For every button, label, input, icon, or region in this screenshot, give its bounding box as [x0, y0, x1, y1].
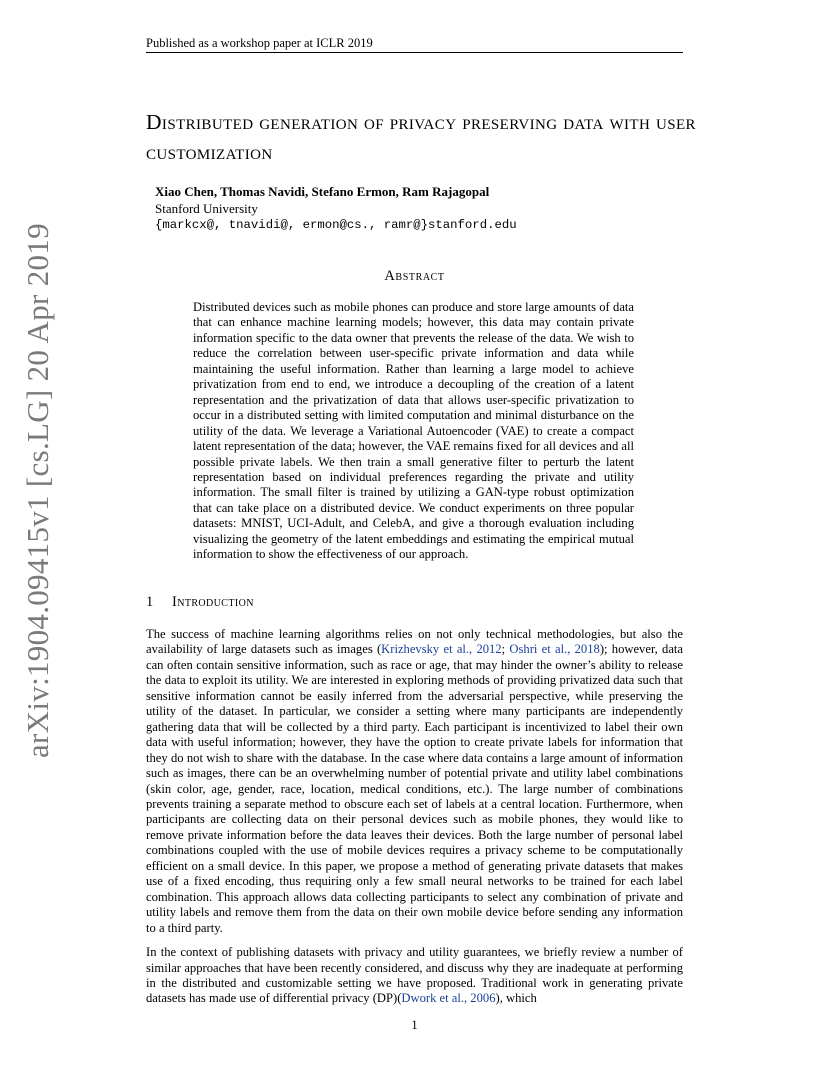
arxiv-identifier: arXiv:1904.09415v1 [cs.LG] 20 Apr 2019: [20, 223, 55, 758]
header-rule: [146, 52, 683, 53]
abstract-heading: Abstract: [384, 268, 445, 284]
text-run: The success of machine learning algorithms relies on not only technical methodologies, but also the availability of large datasets such as images (: [146, 627, 683, 657]
citation-link[interactable]: Dwork et al., 2006: [401, 991, 496, 1006]
author-names: Xiao Chen, Thomas Navidi, Stefano Ermon, Ram Rajagopal: [155, 184, 490, 199]
paper-title: Distributed generation of privacy preserving data with user customization: [146, 110, 696, 164]
author-emails: {markcx@, tnavidi@, ermon@cs., ramr@}stanford.edu: [155, 218, 517, 232]
introduction-body: [146, 627, 683, 1016]
text-run: In the context of publishing datasets with privacy and utility guarantees, we briefly review a number of similar approaches that have been recently considered, and discuss why they are inadequate at performing in the distributed and customizable setting we have proposed. Traditional work in generating private datasets has made use of differential privacy (DP)(: [146, 945, 683, 1006]
intro-paragraph-2: [146, 945, 683, 1007]
text-run: ), which: [495, 991, 537, 1006]
text-run: ); however, data can often contain sensitive information, such as race or age, that may hinder the owner’s ability to release the data to exploit its utility. We are interested in exploring methods of providing privatized data such that sensitive information cannot be easily inferred from the adversarial perspective, while preserving the utility of the dataset. In particular, we consider a setting where many participants are independently gathering data that will be collected by a third party. Each participant is incentivized to label their own data with useful information; however, they have the option to create private labels for information that they do not wish to share with the database. In the case where data contains a large amount of information such as images, there can be an overwhelming number of potential private and utility label combinations (skin color, age, gender, race, location, medical conditions, etc.). The large number of combinations prevents training a separate method to obscure each set of labels at a central location. Furthermore, when participants are collecting data on their personal devices such as mobile phones, they would like to remove private information before the data leaves their devices. Both the large number of personal label combinations coupled with the use of mobile devices requires a privacy scheme to be computationally efficient on a small device. In this paper, we propose a method of generating private datasets that makes use of a fixed encoding, thus requiring only a few small neural networks to be trained for each label combination. This approach allows data collecting participants to select any combination of private and utility labels and remove them from the data on their own mobile device before sending any information to a third party.: [146, 642, 684, 935]
text-run: ;: [501, 642, 510, 657]
citation-link[interactable]: Krizhevsky et al., 2012: [381, 642, 502, 657]
running-header: Published as a workshop paper at ICLR 2019: [146, 36, 373, 50]
section-number: 1: [146, 594, 154, 610]
author-block: [155, 183, 675, 234]
author-affiliation: Stanford University: [155, 201, 258, 216]
section-title: Introduction: [172, 594, 254, 610]
page-number: 1: [411, 1018, 418, 1032]
abstract-text: Distributed devices such as mobile phones can produce and store large amounts of data that can enhance machine learning models; however, this data may contain private information specific to the data owner that prevents the release of the data. We wish to reduce the correlation between user-specific private information and data while maintaining the useful information. Rather than learning a large model to achieve privatization from end to end, we introduce a decoupling of the creation of a latent representation and the privatization of data that allows user-specific privatization to occur in a distributed setting with limited computation and minimal disturbance on the utility of the data. We leverage a Variational Autoencoder (VAE) to create a compact latent representation of the data; however, the VAE remains fixed for all devices and all possible private labels. We then train a small generative filter to perturb the latent representation based on individual preferences regarding the private and utility information. The small filter is trained by utilizing a GAN-type robust optimization that can take place on a distributed device. We conduct experiments on three popular datasets: MNIST, UCI-Adult, and CelebA, and give a thorough evaluation including visualizing the geometry of the latent embeddings and estimating the empirical mutual information to show the effectiveness of our approach.: [193, 300, 634, 562]
citation-link[interactable]: Oshri et al., 2018: [509, 642, 600, 657]
intro-paragraph-1: [146, 627, 683, 936]
section-heading-introduction: [146, 594, 683, 611]
